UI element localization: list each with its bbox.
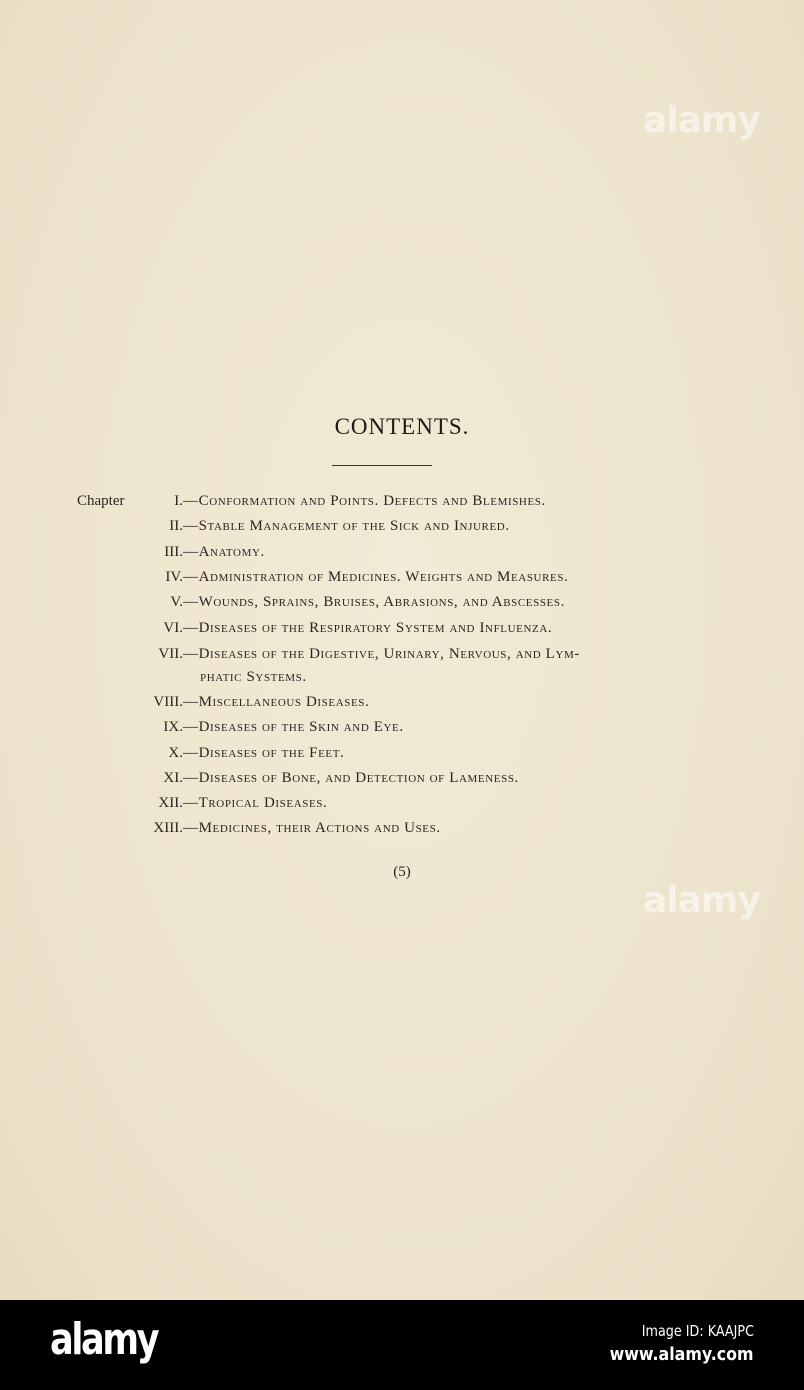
- chapter-number: IX.: [163, 719, 183, 735]
- toc-entry: [0, 493, 804, 517]
- chapter-number: III.: [164, 544, 183, 560]
- chapter-title: —Medicines, their Actions and Uses.: [183, 820, 441, 836]
- chapter-title-continuation: phatic Systems.: [200, 669, 307, 685]
- toc-entry: [0, 694, 804, 718]
- watermark: alamy: [643, 880, 760, 921]
- chapter-number: IV.: [165, 569, 183, 585]
- chapter-number: II.: [169, 518, 183, 534]
- chapter-number: XII.: [158, 795, 183, 811]
- divider: [332, 465, 432, 466]
- toc-entry: [0, 820, 804, 844]
- toc-entry: [0, 544, 804, 568]
- chapter-title: —Administration of Medicines. Weights and Measures.: [183, 569, 569, 585]
- chapter-title: —Diseases of the Skin and Eye.: [183, 719, 404, 735]
- chapter-title: —Diseases of the Respiratory System and Influenza.: [183, 620, 553, 636]
- chapter-number: VIII.: [153, 694, 183, 710]
- toc-entry: [0, 770, 804, 794]
- toc-entry: [0, 594, 804, 618]
- toc-entry: [0, 518, 804, 542]
- chapter-title: —Wounds, Sprains, Bruises, Abrasions, and Abscesses.: [183, 594, 565, 610]
- chapter-title: —Diseases of the Digestive, Urinary, Nervous, and Lym-: [183, 646, 580, 662]
- alamy-logo: alamy: [50, 1314, 158, 1365]
- site-url: www.alamy.com: [610, 1344, 754, 1365]
- page-title: CONTENTS.: [334, 414, 470, 439]
- chapter-number: X.: [168, 745, 183, 761]
- footer-bar: [0, 1300, 804, 1390]
- chapter-title: —Anatomy.: [183, 544, 265, 560]
- chapter-number: VI.: [163, 620, 183, 636]
- toc-entry: [0, 795, 804, 819]
- watermark: alamy: [643, 100, 760, 141]
- chapter-number: XI.: [163, 770, 183, 786]
- toc-entry-continuation: [0, 669, 804, 693]
- image-id: Image ID: KAAJPC: [641, 1322, 754, 1340]
- chapter-number: XIII.: [153, 820, 183, 836]
- toc-entry: [0, 646, 804, 670]
- chapter-title: —Tropical Diseases.: [183, 795, 328, 811]
- toc-entry: [0, 569, 804, 593]
- chapter-prefix: Chapter: [77, 493, 125, 509]
- chapter-title: —Conformation and Points. Defects and Blemishes.: [183, 493, 546, 509]
- chapter-title: —Diseases of the Feet.: [183, 745, 345, 761]
- chapter-title: —Diseases of Bone, and Detection of Lameness.: [183, 770, 519, 786]
- chapter-title: —Stable Management of the Sick and Injured.: [183, 518, 510, 534]
- page-number: (5): [393, 864, 411, 880]
- chapter-title: —Miscellaneous Diseases.: [183, 694, 370, 710]
- toc-entry: [0, 620, 804, 644]
- chapter-number: VII.: [158, 646, 183, 662]
- chapter-number: V.: [170, 594, 183, 610]
- toc-entry: [0, 719, 804, 743]
- chapter-number: I.: [174, 493, 183, 509]
- toc-entry: [0, 745, 804, 769]
